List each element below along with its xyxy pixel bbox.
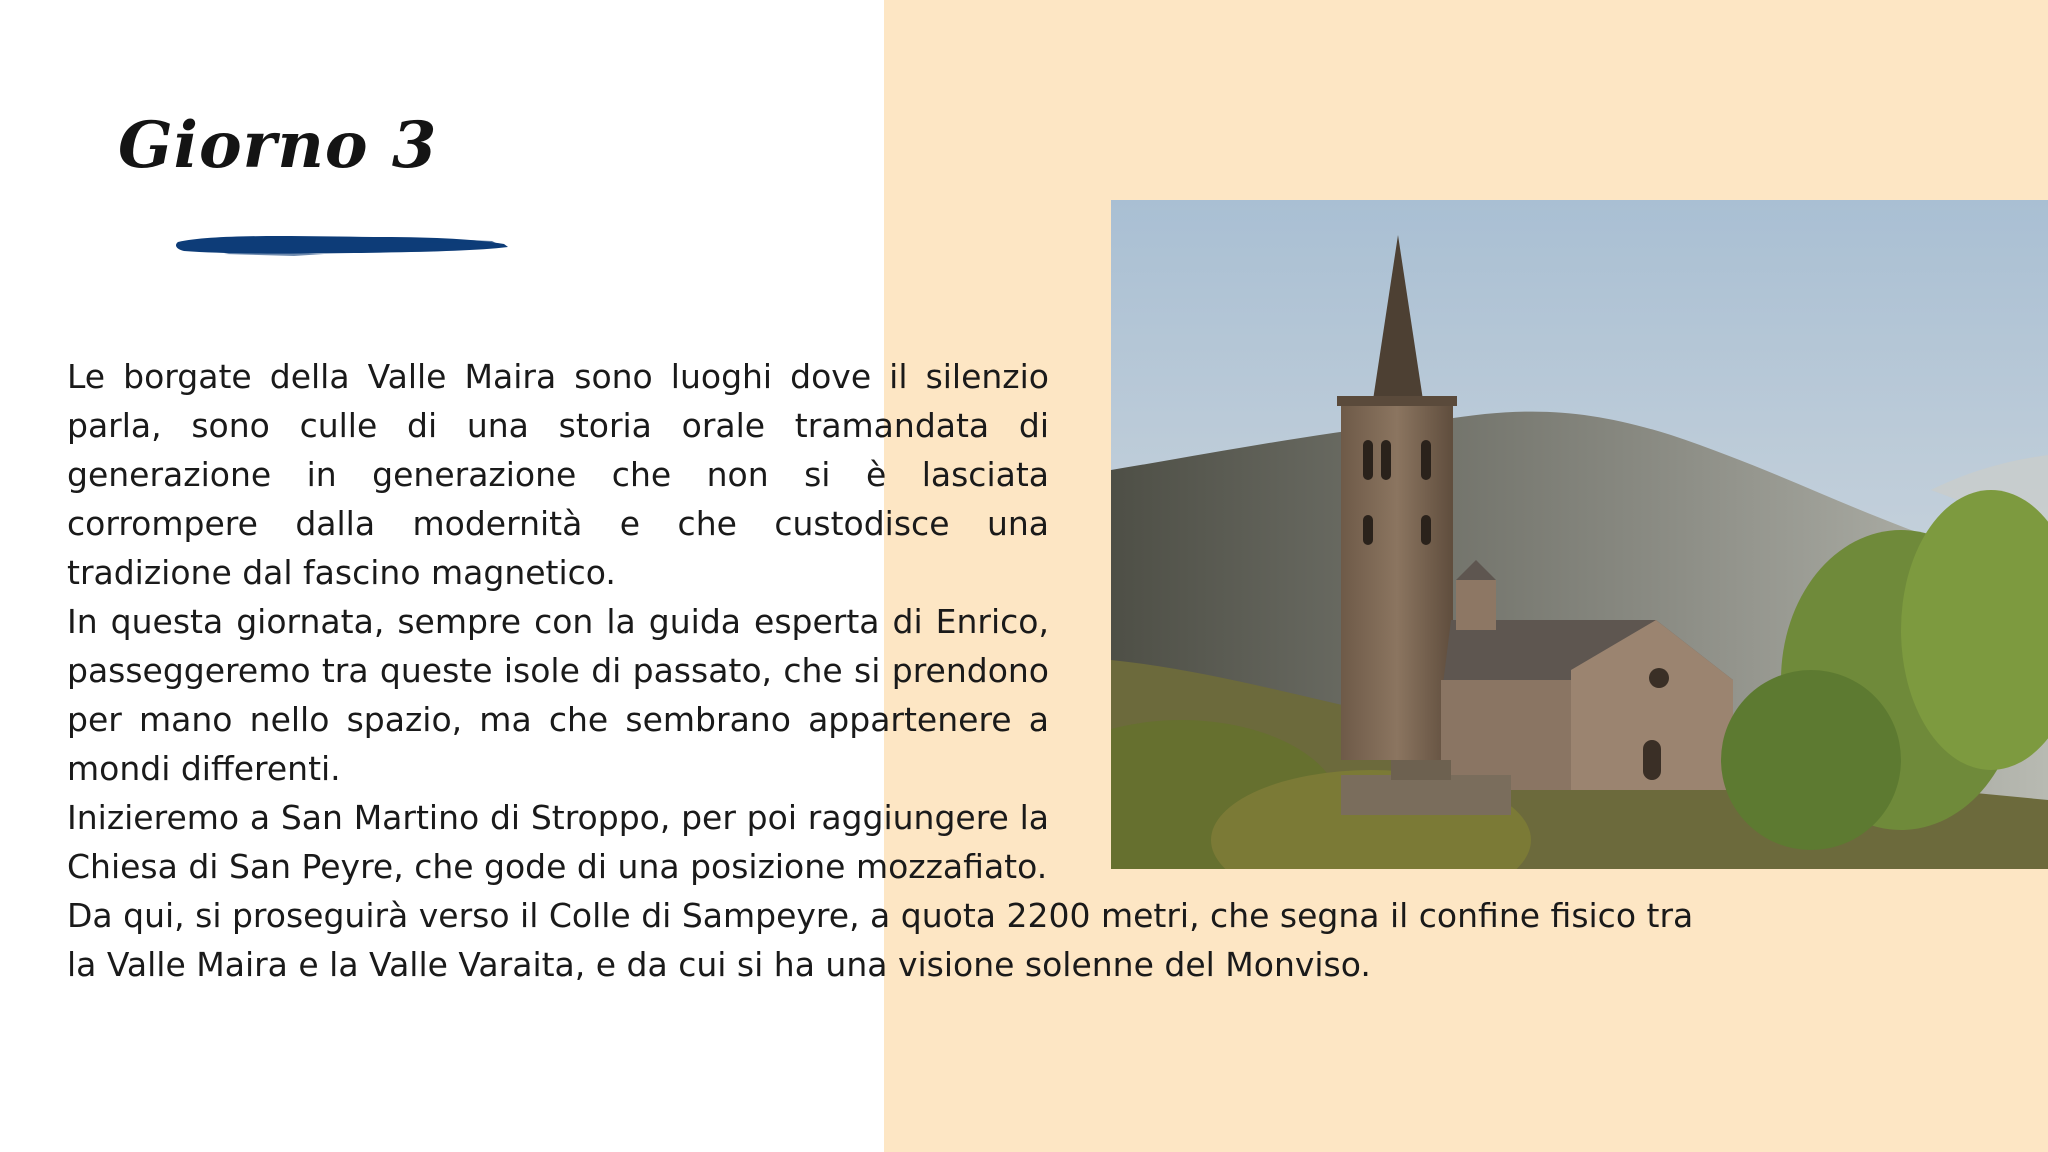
page-title: Giorno 3 [118, 108, 438, 183]
paragraph-4: Da qui, si proseguirà verso il Colle di Sampeyre, a quota 2200 metri, che segna il confine fisico tra la Valle Maira e la Valle Varaita, e da cui si ha una visione solenne del Monviso. [67, 896, 1694, 984]
paragraph-3: Inizieremo a San Martino di Stroppo, per poi raggiungere la Chiesa di San Peyre, che gode di una posizione mozzafiato. [67, 798, 1049, 886]
brush-stroke-underline [174, 230, 510, 260]
church-photo-illustration [1111, 200, 2048, 869]
paragraph-1: Le borgate della Valle Maira sono luoghi dove il silenzio parla, sono culle di una storia orale tramandata di generazione in generazione che non si è lasciata corrompere dalla modernità e che custodisce una tradizione dal fascino magnetico. [67, 357, 1049, 592]
church-photo [1111, 200, 2048, 869]
paragraph-2: In questa giornata, sempre con la guida esperta di Enrico, passeggeremo tra queste isole di passato, che si prendono per mano nello spazio, ma che sembrano appartenere a mondi differenti. [67, 602, 1049, 788]
